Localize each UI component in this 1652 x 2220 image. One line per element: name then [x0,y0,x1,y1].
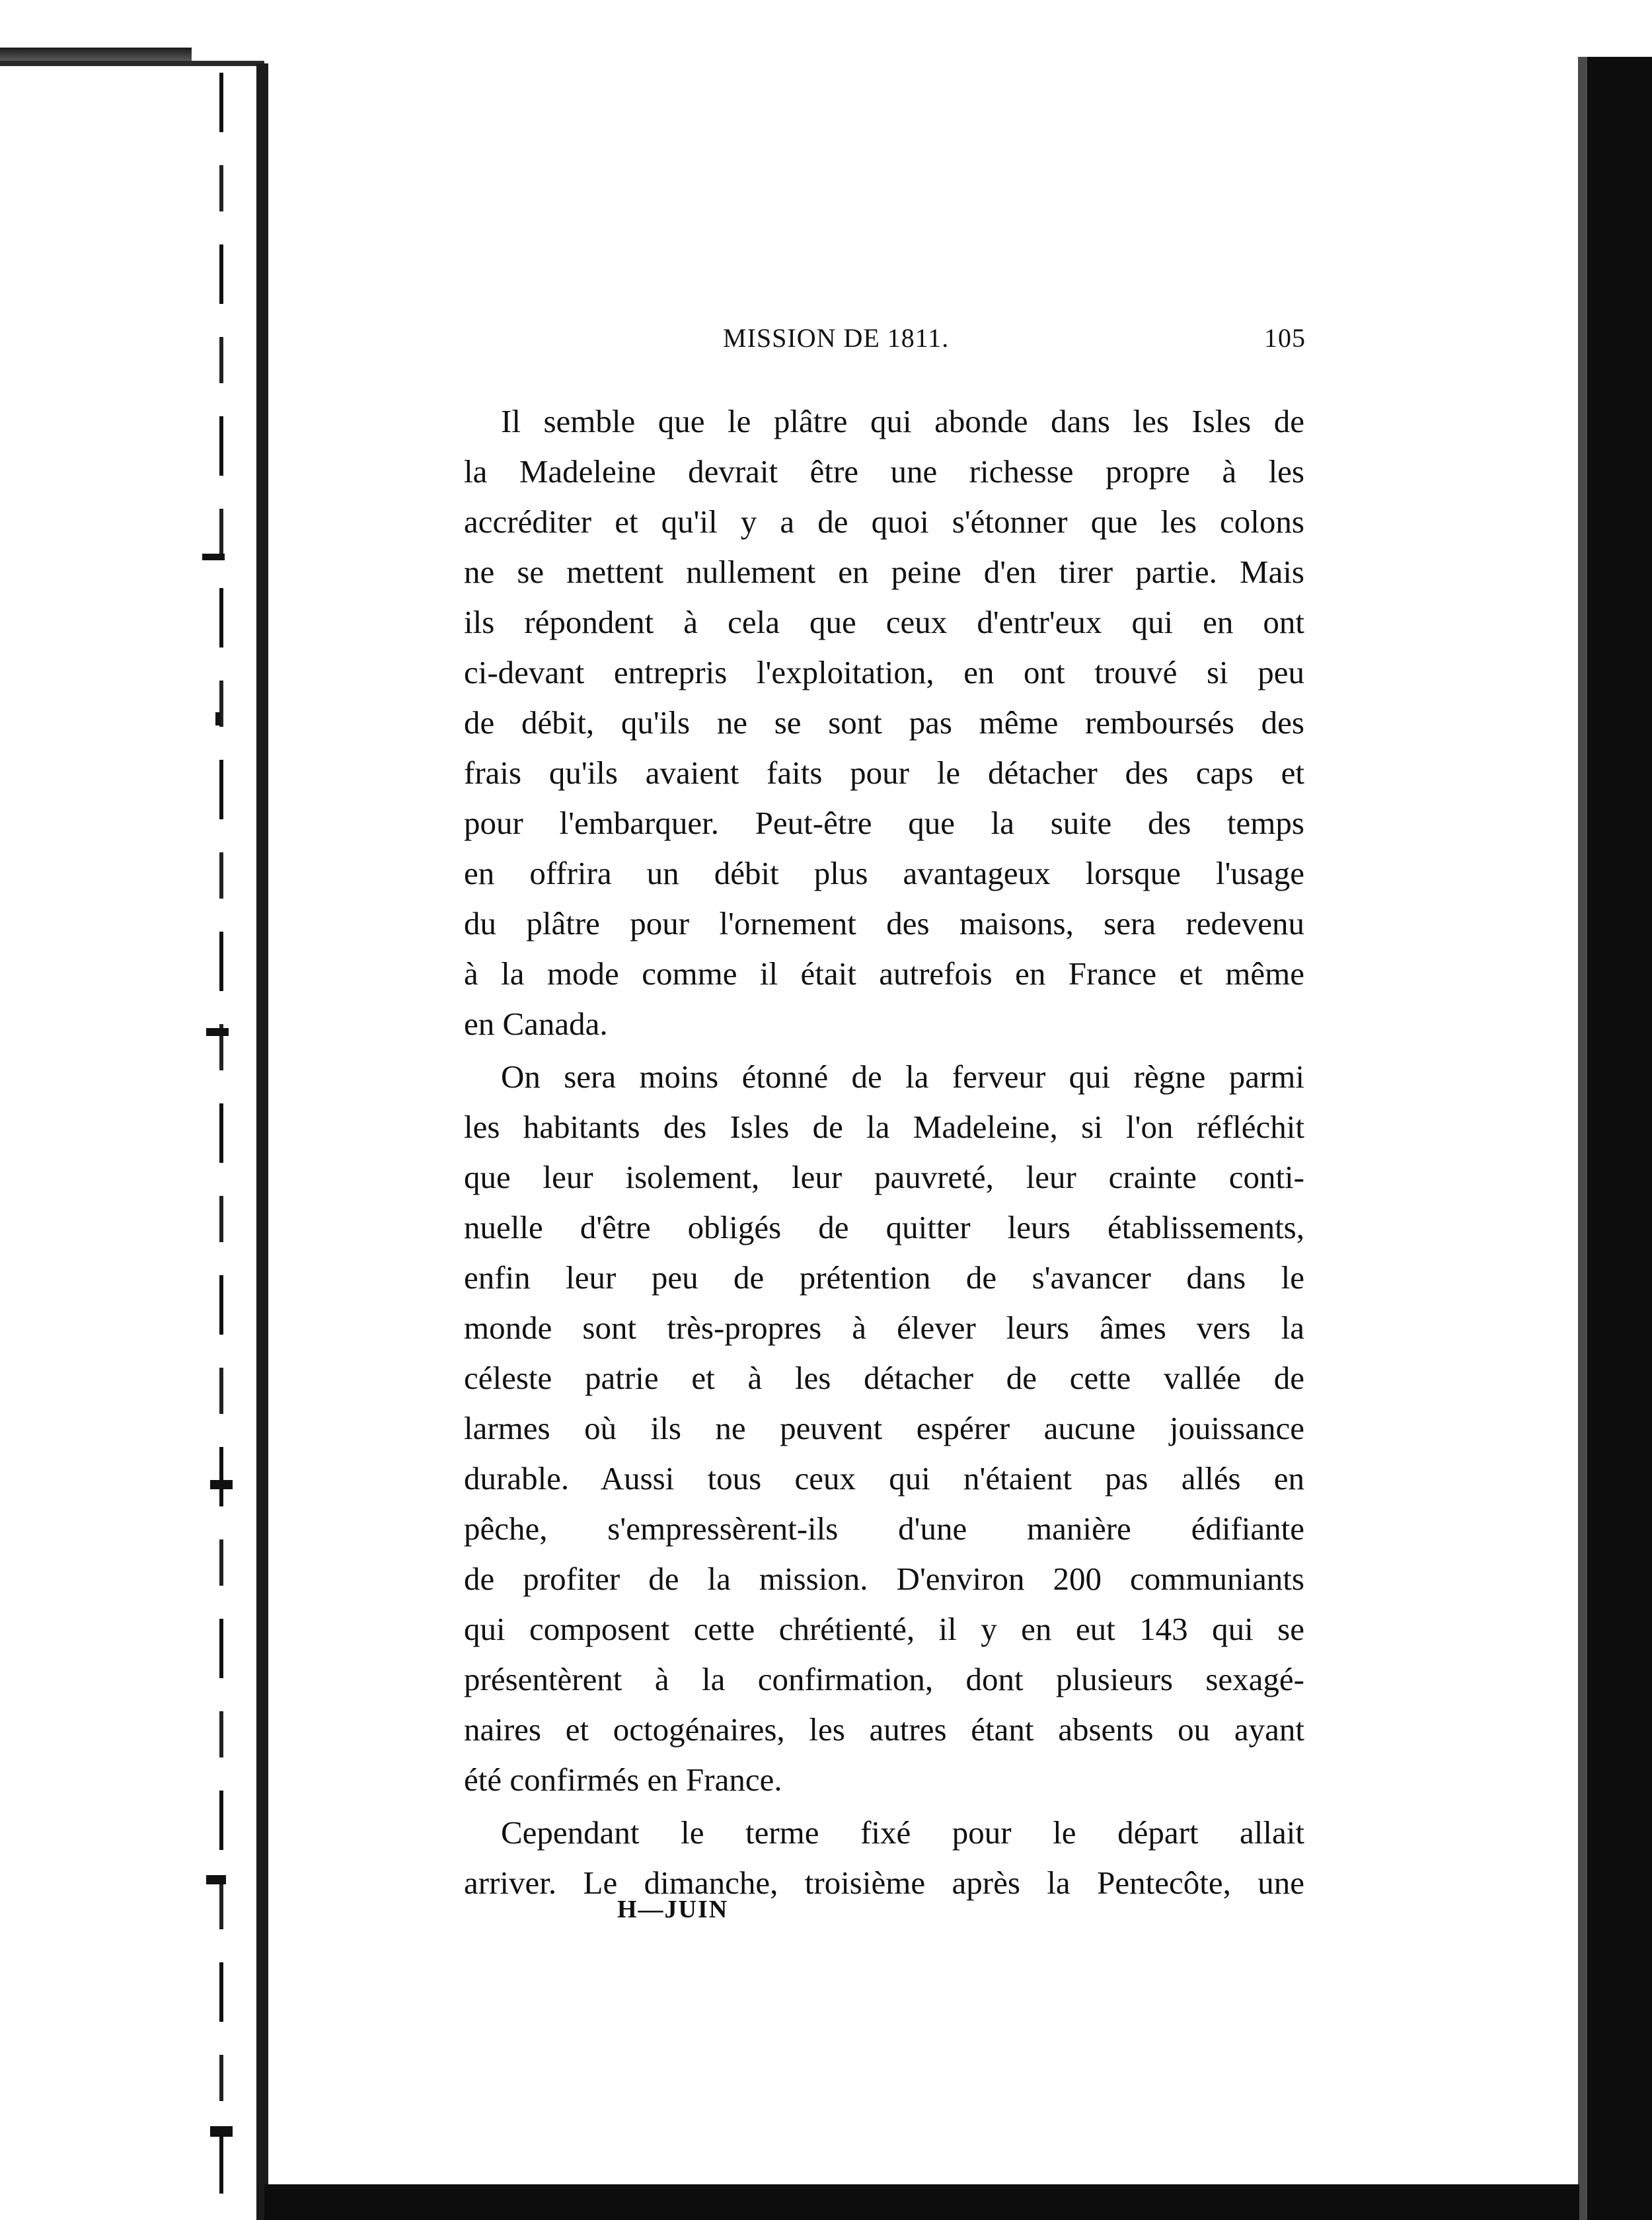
text-line: Il semble que le plâtre qui abonde dans les Isles de [501,403,1304,439]
left-gutter [0,0,264,2220]
text-line: naires et octogénaires, les autres étant absents ou ayant [464,1711,1304,1748]
text-line: de débit, qu'ils ne se sont pas même remboursés des [464,704,1304,741]
text-line: arriver. Le dimanche, troisième après la Pentecôte, une [464,1865,1304,1901]
gutter-top-edge [0,61,264,66]
text-line: larmes où ils ne peuvent espérer aucune jouissance [464,1410,1304,1446]
text-line: pour l'embarquer. Peut-être que la suite des temps [464,805,1304,841]
gutter-mark [210,1480,233,1489]
signature-mark: H—JUIN [617,1896,729,1923]
text-line: la Madeleine devrait être une richesse propre à les [464,453,1304,490]
bottom-page-edge [264,2184,1579,2220]
text-line: que leur isolement, leur pauvreté, leur crainte conti- [464,1159,1304,1195]
text-line: enfin leur peu de prétention de s'avancer dans le [464,1259,1304,1296]
right-page-edge-shadow [1578,57,1587,2220]
text-line: été confirmés en France. [464,1761,782,1798]
text-line: céleste patrie et à les détacher de cette vallée de [464,1360,1304,1396]
text-line: On sera moins étonné de la ferveur qui règne parmi [501,1058,1304,1095]
text-line: à la mode comme il était autrefois en France et même [464,955,1304,992]
body-text [464,396,1304,1908]
binding-strip [256,63,268,2220]
gutter-mark [215,712,221,725]
text-line: monde sont très-propres à élever leurs âmes vers la [464,1310,1304,1346]
gutter-mark [202,554,225,560]
gutter-mark [206,1028,229,1036]
right-page-edge [1578,57,1652,2220]
text-line: ne se mettent nullement en peine d'en tirer partie. Mais [464,554,1304,590]
text-line: ci-devant entrepris l'exploitation, en ont trouvé si peu [464,654,1304,690]
text-line: durable. Aussi tous ceux qui n'étaient pas allés en [464,1460,1304,1497]
text-line: en offrira un débit plus avantageux lorsque l'usage [464,855,1304,891]
text-line: qui composent cette chrétienté, il y en eut 143 qui se [464,1611,1304,1647]
page-number: 105 [1264,323,1306,353]
running-head [453,322,1306,362]
text-line: de profiter de la mission. D'environ 200 communiants [464,1561,1304,1597]
text-line: accréditer et qu'il y a de quoi s'étonner que les colons [464,503,1304,540]
gutter-mark [206,1875,226,1884]
text-line: pêche, s'empressèrent-ils d'une manière édifiante [464,1510,1304,1547]
text-line: nuelle d'être obligés de quitter leurs établissements, [464,1209,1304,1245]
gutter-mark [210,2126,233,2137]
text-line: en Canada. [464,1006,608,1042]
gutter-top-shadow [0,48,192,61]
running-title: MISSION DE 1811. [723,323,950,353]
text-line: frais qu'ils avaient faits pour le détacher des caps et [464,755,1304,791]
text-line: du plâtre pour l'ornement des maisons, sera redevenu [464,905,1304,942]
text-line: présentèrent à la confirmation, dont plusieurs sexagé- [464,1661,1304,1697]
text-line: les habitants des Isles de la Madeleine, si l'on réfléchit [464,1109,1304,1145]
binding-line [219,73,223,2207]
text-line: Cependant le terme fixé pour le départ allait [501,1814,1304,1851]
text-line: ils répondent à cela que ceux d'entr'eux qui en ont [464,604,1304,640]
